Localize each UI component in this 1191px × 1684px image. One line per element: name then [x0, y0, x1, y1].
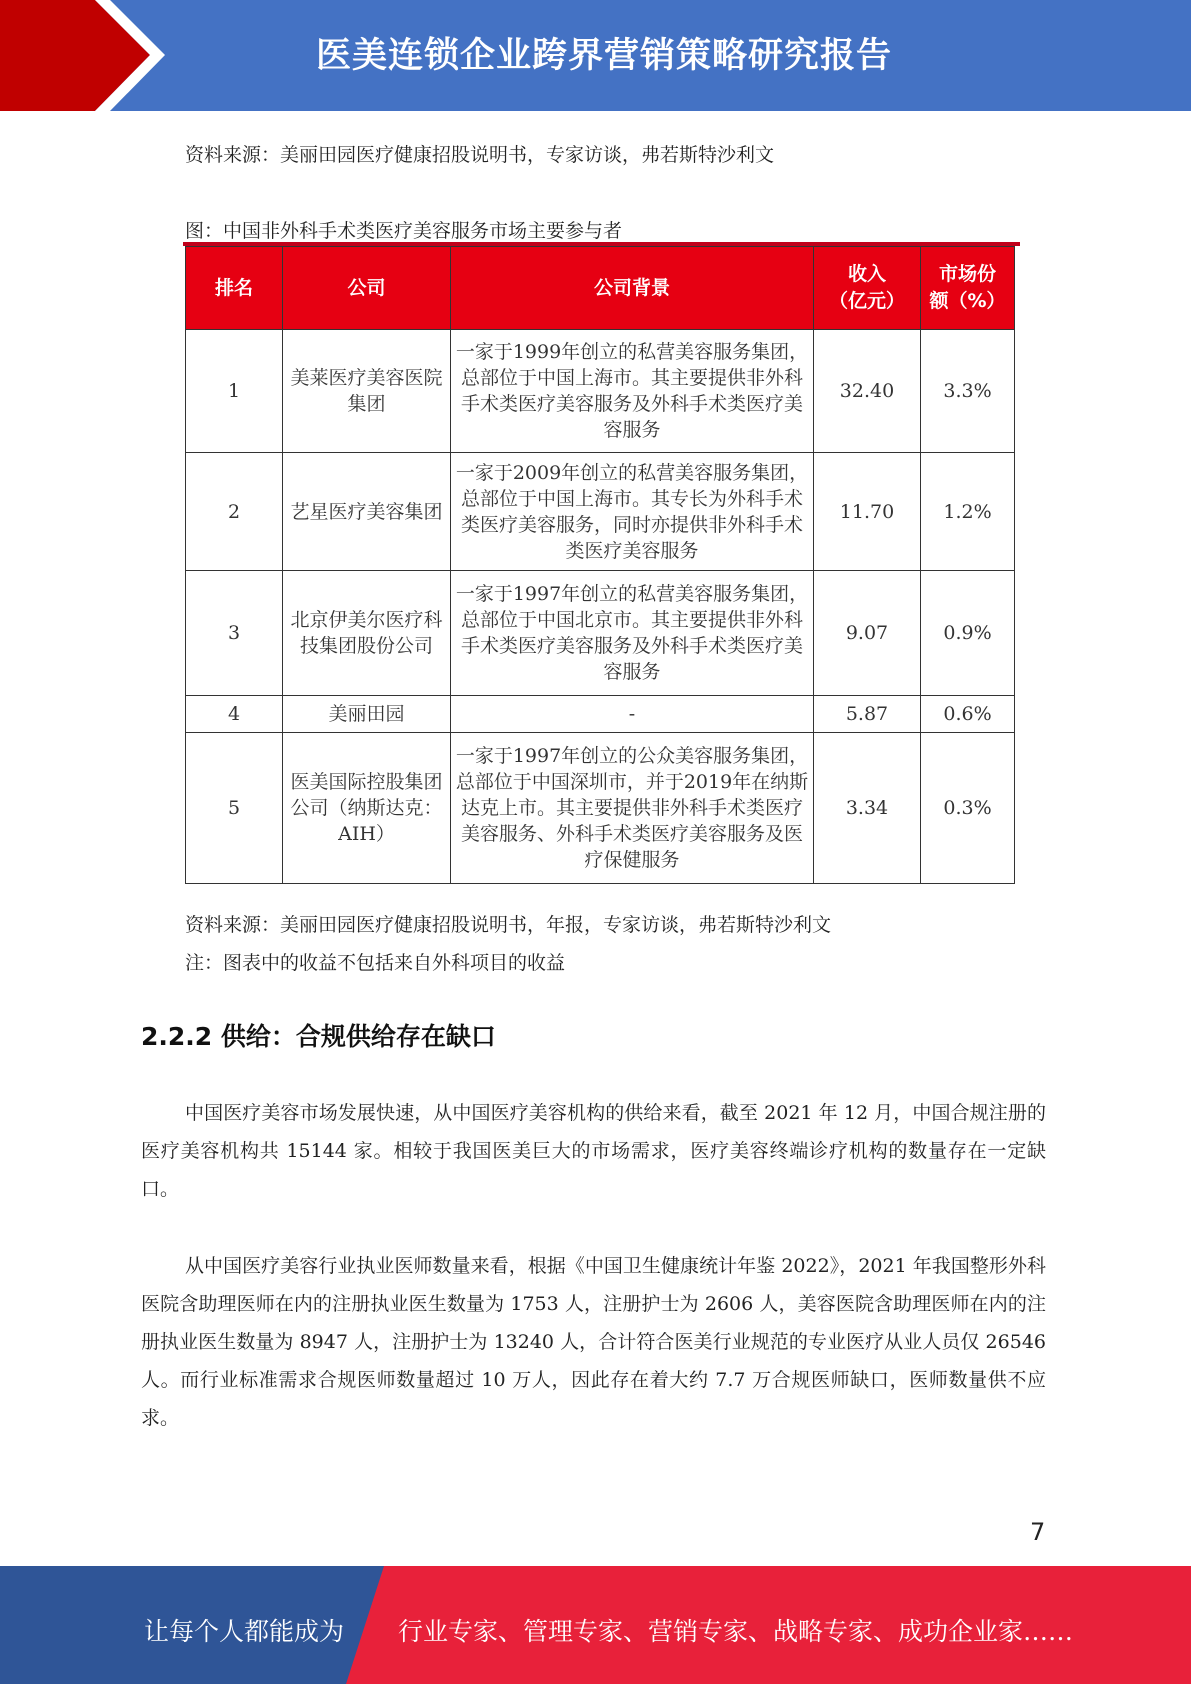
table-row	[186, 330, 1015, 453]
paragraph: 从中国医疗美容行业执业医师数量来看，根据《中国卫生健康统计年鉴 2022》，2021 年我国整形外科医院含助理医师在内的注册执业医生数量为 1753 人，注册护士为 2606 人，美容医院含助理医师在内的注册执业医生数量为 8947 人，注册护士为 13240 人，合计符合医美行业规范的专业医疗从业人员仅 26546 人。而行业标准需求合规医师数量超过 10 万人，因此存在着大约 7.7 万合规医师缺口，医师数量供不应求。	[141, 1255, 1046, 1429]
header-rank: 排名	[186, 247, 283, 330]
rank-cell: 4	[186, 696, 283, 733]
source-note-bottom: 资料来源：美丽田园医疗健康招股说明书，年报，专家访谈，弗若斯特沙利文	[185, 914, 832, 936]
company-cell: 美莱医疗美容医院集团	[283, 330, 451, 453]
background-cell: 一家于1999年创立的私营美容服务集团，总部位于中国上海市。其主要提供非外科手术类医疗美容服务及外科手术类医疗美容服务	[451, 330, 814, 453]
share-cell: 3.3%	[921, 330, 1015, 453]
section-heading: 2.2.2 供给：合规供给存在缺口	[141, 1022, 496, 1051]
revenue-cell: 3.34	[814, 733, 921, 884]
rank-cell: 5	[186, 733, 283, 884]
revenue-cell: 5.87	[814, 696, 921, 733]
background-cell: 一家于1997年创立的公众美容服务集团，总部位于中国深圳市，并于2019年在纳斯达克上市。其主要提供非外科手术类医疗美容服务、外科手术类医疗美容服务及医疗保健服务	[451, 733, 814, 884]
share-cell: 0.6%	[921, 696, 1015, 733]
page-footer	[0, 1566, 1191, 1684]
background-cell: 一家于1997年创立的私营美容服务集团，总部位于中国北京市。其主要提供非外科手术类医疗美容服务及外科手术类医疗美容服务	[451, 571, 814, 696]
market-players-table	[185, 246, 1015, 884]
rank-cell: 1	[186, 330, 283, 453]
page-number: 7	[1030, 1518, 1046, 1546]
revenue-cell: 11.70	[814, 453, 921, 571]
background-cell: 一家于2009年创立的私营美容服务集团，总部位于中国上海市。其专长为外科手术类医疗美容服务，同时亦提供非外科手术类医疗美容服务	[451, 453, 814, 571]
rank-cell: 2	[186, 453, 283, 571]
table-row	[186, 453, 1015, 571]
page-header	[0, 0, 1191, 111]
company-cell: 北京伊美尔医疗科技集团股份公司	[283, 571, 451, 696]
company-cell: 美丽田园	[283, 696, 451, 733]
table-row	[186, 571, 1015, 696]
source-note-top: 资料来源：美丽田园医疗健康招股说明书，专家访谈，弗若斯特沙利文	[185, 144, 775, 166]
paragraph: 中国医疗美容市场发展快速，从中国医疗美容机构的供给来看，截至 2021 年 12 月，中国合规注册的医疗美容机构共 15144 家。相较于我国医美巨大的市场需求，医疗美容终端诊疗机构的数量存在一定缺口。	[141, 1102, 1046, 1200]
share-cell: 0.3%	[921, 733, 1015, 884]
header-share: 市场份 额（%）	[921, 247, 1015, 330]
table-header-row	[186, 247, 1015, 330]
share-cell: 0.9%	[921, 571, 1015, 696]
table-row	[186, 733, 1015, 884]
footer-slogan-right: 行业专家、管理专家、营销专家、战略专家、成功企业家……	[398, 1617, 1074, 1646]
rank-cell: 3	[186, 571, 283, 696]
header-background: 公司背景	[451, 247, 814, 330]
table-row	[186, 696, 1015, 733]
share-cell: 1.2%	[921, 453, 1015, 571]
revenue-cell: 32.40	[814, 330, 921, 453]
company-cell: 医美国际控股集团公司（纳斯达克：AIH）	[283, 733, 451, 884]
report-title: 医美连锁企业跨界营销策略研究报告	[316, 36, 893, 76]
company-cell: 艺星医疗美容集团	[283, 453, 451, 571]
header-revenue: 收入 （亿元）	[814, 247, 921, 330]
figure-caption: 图：中国非外科手术类医疗美容服务市场主要参与者	[185, 220, 623, 242]
table-footnote: 注：图表中的收益不包括来自外科项目的收益	[185, 952, 566, 974]
footer-slogan-left: 让每个人都能成为	[144, 1617, 345, 1646]
header-company: 公司	[283, 247, 451, 330]
revenue-cell: 9.07	[814, 571, 921, 696]
background-cell: -	[451, 696, 814, 733]
